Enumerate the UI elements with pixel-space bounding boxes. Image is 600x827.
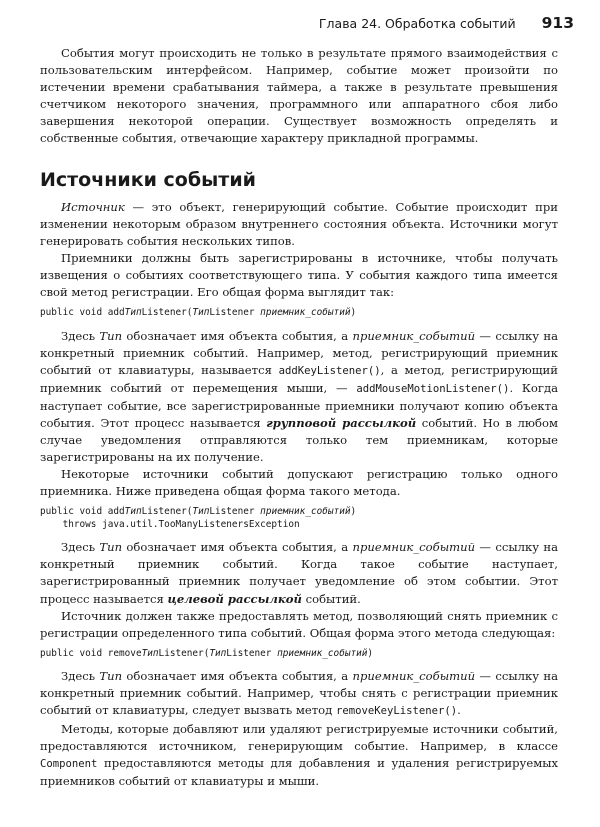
term-multicast: групповой рассылкой: [266, 416, 417, 430]
text-run: предоставляются методы для добавления и удаления регистрируемых приемников событий от клавиатуры и мыши.: [40, 755, 558, 788]
text-run: — ссылку на конкретный приемник событий. Например, метод, регистрирующий приемник событий от клавиатуры, называется: [40, 328, 559, 377]
text-run: событий. Но в любом случае уведомления отправляются только тем приемникам, которые зарегистрированы на их получение.: [40, 416, 558, 465]
code-type-placeholder: Тип: [124, 506, 142, 518]
page-body: [40, 45, 558, 790]
code-type-placeholder: Тип: [192, 506, 210, 518]
code-type-placeholder: Тип: [192, 307, 210, 319]
text-run: . Когда наступает событие, все зарегистрированные приемники получают копию объекта события. Этот процесс называется: [40, 380, 558, 430]
text-run: Здесь: [61, 540, 100, 555]
paragraph-text: — это объект, генерирующий событие. Событие происходит при изменении некоторым образом внутреннего состояния объекта. Источники могут генерировать события нескольких типов.: [40, 199, 558, 248]
listener-placeholder: приемник_событий: [352, 540, 476, 555]
text-run: Здесь: [61, 669, 100, 684]
code-part: ): [350, 307, 357, 319]
code-part: Listener: [209, 506, 261, 518]
text-run: — ссылку на конкретный приемник событий. Когда такое событие наступает, зарегистрированный приемник получает уведомление об этом событии. Этот процесс называется: [40, 540, 559, 606]
code-part: Listener: [226, 647, 278, 659]
paragraph-source-definition: [40, 199, 558, 250]
paragraph-single-listener: Некоторые источники событий допускают регистрацию только одного приемника. Ниже приведена общая форма такого метода.: [40, 467, 558, 499]
intro-paragraph: События могут происходить не только в результате прямого взаимодействия с пользовательским интерфейсом. Например, событие может произойти по истечении времени срабатывания таймера, а также в результате превышения счетчиком некоторого значения, программного или аппаратного сбоя либо завершения некоторой операции. Существует возможность определять и собственные события, отвечающие характеру прикладной программы.: [40, 46, 558, 146]
text-run: обозначает имя объекта события, а: [122, 669, 353, 684]
code-part: Listener: [209, 307, 261, 319]
code-type-placeholder: Тип: [124, 307, 142, 319]
code-param-placeholder: приемник_событий: [260, 307, 351, 319]
code-part: ): [350, 506, 357, 518]
inline-code: removeKeyListener(): [335, 705, 458, 718]
term-unicast: целевой рассылкой: [167, 591, 302, 606]
paragraph-remove-explanation: [40, 668, 558, 720]
paragraph-registration: Приемники должны быть зарегистрированы в источнике, чтобы получать извещения о событиях соответствующего типа. У события каждого типа имеется свой метод регистрации. Его общая форма выглядит так:: [40, 250, 558, 300]
text-run: Методы, которые добавляют или удаляют регистрируемые источники событий, предоставляются источником, генерирующим событие. Например, в классе: [40, 721, 558, 753]
text-run: Здесь: [61, 328, 100, 343]
listener-placeholder: приемник_событий: [352, 669, 476, 684]
paragraph-multicast: [40, 328, 558, 467]
code-param-placeholder: приемник_событий: [260, 506, 351, 518]
paragraph-component: [40, 721, 558, 790]
inline-code: addKeyListener(): [278, 364, 381, 377]
text-run: обозначает имя объекта события, а: [122, 540, 353, 555]
chapter-title: Глава 24. Обработка событий: [318, 16, 516, 31]
inline-code: addMouseMotionListener(): [356, 382, 510, 395]
page-number: 913: [541, 14, 574, 32]
type-placeholder: Тип: [99, 328, 123, 343]
text-run: обозначает имя объекта события, а: [122, 328, 353, 343]
term-source: Источник: [61, 199, 125, 214]
code-throws-line: throws java.util.TooManyListenersException: [40, 518, 300, 530]
page-header: [40, 14, 574, 32]
code-type-placeholder: Тип: [141, 647, 159, 659]
section-heading: Источники событий: [40, 168, 256, 191]
type-placeholder: Тип: [99, 540, 123, 555]
code-part: public void add: [40, 506, 125, 518]
code-part: Listener(: [141, 506, 193, 518]
text-run: событий.: [301, 591, 361, 606]
code-param-placeholder: приемник_событий: [277, 647, 368, 659]
code-block-add-listener-throws: [40, 506, 558, 531]
text-run: , а метод, регистрирующий приемник событий от перемещения мыши, —: [40, 362, 559, 395]
code-block-add-listener: [40, 307, 558, 319]
code-part: public void add: [40, 307, 125, 319]
inline-code: Component: [40, 757, 98, 770]
type-placeholder: Тип: [99, 669, 123, 684]
code-type-placeholder: Тип: [209, 647, 227, 659]
text-run: — ссылку на конкретный приемник событий. Например, чтобы снять с регистрации приемник событий от клавиатуры, следует вызвать метод: [40, 669, 559, 718]
code-block-remove-listener: [40, 648, 558, 660]
paragraph-unicast: [40, 539, 558, 607]
code-part: Listener(: [141, 307, 193, 319]
code-part: public void remove: [40, 647, 142, 659]
code-part: Listener(: [158, 647, 210, 659]
paragraph-remove: Источник должен также предоставлять метод, позволяющий снять приемник с регистрации определенного типа событий. Общая форма этого метода следующая:: [40, 608, 558, 640]
text-run: .: [457, 703, 461, 718]
code-part: ): [367, 647, 374, 659]
listener-placeholder: приемник_событий: [352, 328, 476, 343]
